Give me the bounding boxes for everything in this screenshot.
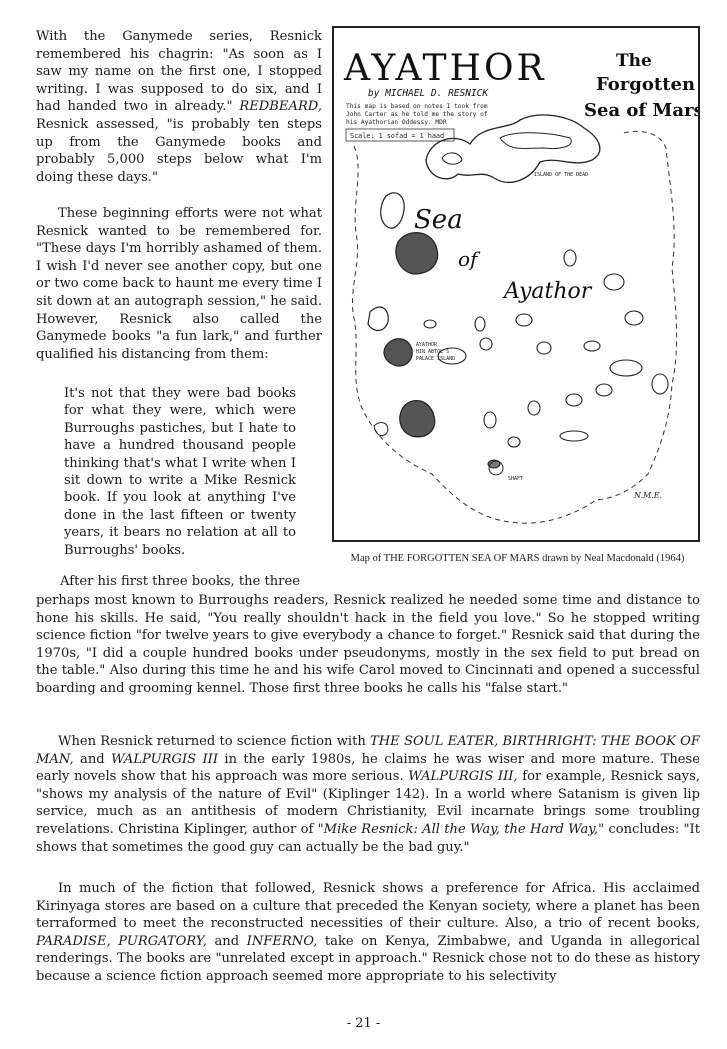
- text-run: in the early 1980s, he claims he was wiser and more mature. These early novels show that his approach was more serious.: [36, 751, 701, 785]
- text-run: Resnick assessed, "is probably ten steps up from the Ganymede books and probably 5,000 steps below what I'm doing these days.": [36, 116, 322, 185]
- map-caption: Map of THE FORGOTTEN SEA OF MARS drawn by Neal Macdonald (1964): [350, 553, 685, 564]
- text-run: for example, Resnick says, "shows my analysis of the nature of Evil" (Kiplinger 142). In a world where Satanism is given lip service, much as an antithesis of modern Christianity, Evil incarnate brings some troubling revelations. Christina Kiplinger, author of: [36, 769, 701, 837]
- page-number: - 21 -: [346, 1016, 381, 1031]
- text-run: When Resnick returned to science fiction with: [58, 734, 371, 749]
- italic-title: PARADISE, PURGATORY,: [36, 933, 207, 949]
- map-label-palace-2: HIN ABTOL'S: [416, 349, 450, 355]
- italic-title: THE SOUL EATER, BIRTHRIGHT: THE BOOK OF MAN,: [36, 734, 700, 767]
- map-note-1: This map is based on notes I took from: [346, 103, 488, 110]
- italic-title: WALPURGIS III,: [408, 769, 518, 785]
- map-label-palace-1: AYATHOR: [416, 342, 438, 348]
- text-run: These beginning efforts were not what Resnick wanted to be remembered for. "These days I'm horribly ashamed of them. I wish I'd never see another copy, but one or two come back to haunt me every time I sit down at an autograph session," he said. However, Resnick also called the Ganymede books "a fun lark," and further qualified his distancing from them:: [36, 206, 322, 362]
- text-run: perhaps most known to Burroughs readers, Resnick realized he needed some time and distance to hone his skills. He said, "You really shouldn't hack in the field you love." So he stopped writing science fiction "for twelve years to give everybody a chance to forget." Resnick said that during the 1970s, "I did a couple hundred books under pseudonyms, mostly in the sex field to put bread on the table." Also during this time he and his wife Carol moved to Cincinnati and opened a successful boarding and grooming kennel. Those first three books he calls his "false start.": [36, 593, 700, 696]
- text-run: It's not that they were bad books for what they were, which were Burroughs pastiches, but I hate to have a hundred thousand people thinking that's what I write when I sit down to write a Mike Resnick book. If you look at anything I've done in the last fifteen or twenty years, it bears no relation at all to Burroughs' books.: [64, 386, 296, 558]
- text-run: After his first three books, the three: [60, 574, 300, 589]
- map-label-shaft: SHAFT: [508, 476, 524, 482]
- map-subtitle-forgotten: Forgotten: [596, 74, 696, 95]
- map-note-2: John Carter as he told me the story of: [346, 111, 488, 118]
- italic-title: "Mike Resnick: All the Way, the Hard Way,": [317, 821, 605, 837]
- column-paragraph-1: [36, 28, 322, 186]
- text-run: and: [206, 933, 247, 949]
- map-note-3: his Ayathorian Oddessy. MDR: [346, 119, 447, 126]
- block-quote: [64, 385, 296, 559]
- paragraph-3-continued: [36, 592, 700, 698]
- italic-title: REDBEARD,: [239, 99, 322, 115]
- map-byline: by MICHAEL D. RESNICK: [368, 88, 489, 99]
- map-drawing: [334, 28, 698, 540]
- map-title: AYATHOR: [344, 48, 547, 89]
- map-label-island-of-the-dead: ISLAND OF THE DEAD: [534, 172, 589, 178]
- map-label-sea: Sea: [414, 205, 463, 235]
- paragraph-4: [36, 733, 700, 856]
- text-run: concludes: "It shows that sometimes the good guy can actually be the bad guy.": [36, 821, 700, 855]
- map-artist-initials: N.M.E.: [634, 491, 663, 500]
- text-run: With the Ganymede series, Resnick remembered his chagrin: "As soon as I saw my name on the first one, I stopped writing. I was supposed to do six, and I had handed two in already.": [36, 29, 322, 115]
- map-illustration: [332, 26, 700, 542]
- map-subtitle-sea-of-mars: Sea of Mars: [584, 100, 698, 121]
- map-scale: Scale: 1 sofad = 1 haad: [350, 132, 445, 140]
- italic-title: WALPURGIS III: [111, 751, 219, 767]
- column-paragraph-2: [36, 205, 322, 363]
- map-label-palace-3: PALACE ISLAND: [416, 356, 456, 362]
- map-subtitle-the: The: [616, 51, 652, 71]
- map-label-ayathor: Ayathor: [504, 279, 592, 304]
- paragraph-5: [36, 880, 700, 986]
- map-label-of: of: [458, 247, 478, 271]
- italic-title: INFERNO,: [246, 933, 318, 949]
- text-run: In much of the fiction that followed, Resnick shows a preference for Africa. His acclaimed Kirinyaga stores are based on a culture that preceded the Kenyan society, where a planet has been terraformed to meet the reconstructed necessities of their culture. Also, a trio of recent books,: [36, 881, 700, 932]
- text-run: take on Kenya, Zimbabwe, and Uganda in allegorical renderings. The books are "unrelated except in approach." Resnick chose not to do these as history because a science fiction approach seemed more appropriate to his selectivity: [36, 933, 700, 984]
- text-run: and: [73, 751, 112, 767]
- paragraph-3-start: [60, 573, 322, 591]
